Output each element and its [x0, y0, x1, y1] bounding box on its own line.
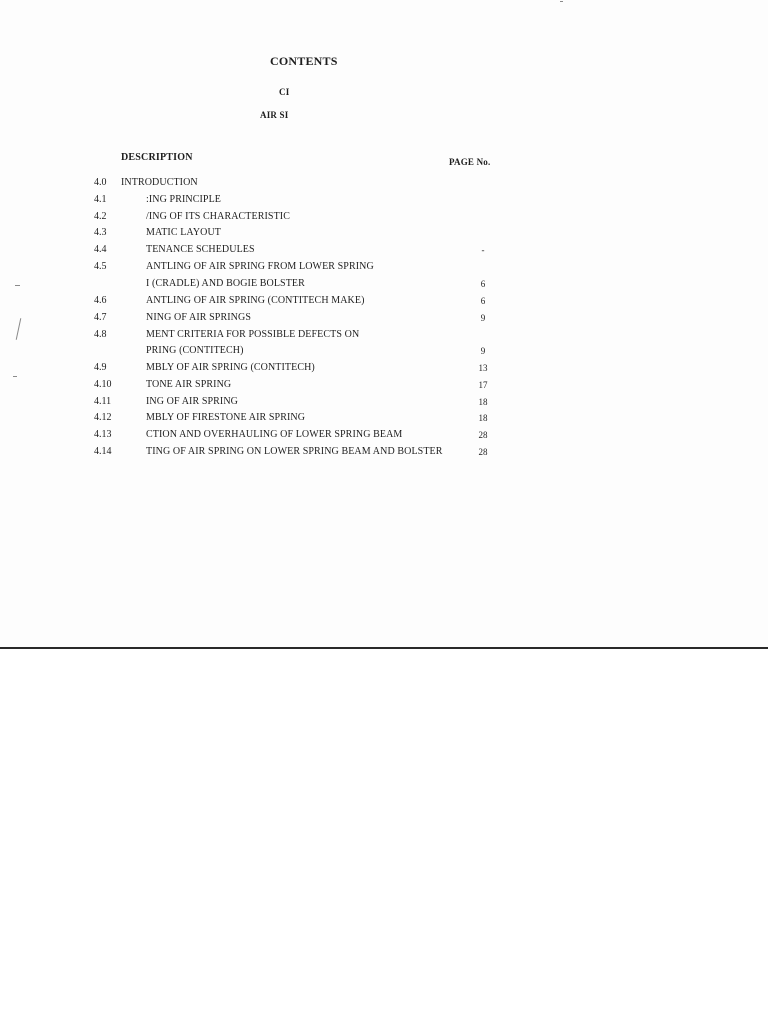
toc-entry — [0, 176, 768, 190]
toc-entry-title: ING OF AIR SPRING — [146, 396, 238, 407]
toc-entry-number: 4.7 — [94, 312, 107, 323]
toc-entry-number: 4.3 — [94, 227, 107, 238]
toc-entry — [0, 260, 768, 274]
toc-entry — [0, 226, 768, 240]
toc-entry-title: INTRODUCTION — [121, 177, 198, 188]
toc-entry-page: 6 — [480, 279, 486, 289]
chapter-subject: AIR SI — [260, 110, 289, 120]
toc-entry — [0, 361, 768, 375]
toc-entry-page: 9 — [480, 346, 486, 356]
toc-entry-number: 4.8 — [94, 329, 107, 340]
toc-entry-number: 4.12 — [94, 412, 112, 423]
toc-entry — [0, 193, 768, 207]
toc-entry — [0, 428, 768, 442]
toc-entry — [0, 344, 768, 358]
toc-entry-title: MATIC LAYOUT — [146, 227, 221, 238]
scan-margin-mark — [13, 376, 17, 377]
toc-entry-page: 28 — [478, 430, 488, 440]
toc-entry-title: MBLY OF FIRESTONE AIR SPRING — [146, 412, 306, 423]
toc-entry — [0, 243, 768, 257]
toc-entry-title: NING OF AIR SPRINGS — [146, 312, 251, 323]
description-column-header: DESCRIPTION — [121, 152, 193, 163]
toc-entry-title: ANTLING OF AIR SPRING (CONTITECH MAKE) — [146, 295, 365, 306]
toc-entry-number: 4.2 — [94, 211, 107, 222]
toc-entry-title: MBLY OF AIR SPRING (CONTITECH) — [146, 362, 315, 373]
toc-entry — [0, 411, 768, 425]
toc-entry — [0, 328, 768, 342]
toc-entry-number: 4.10 — [94, 379, 112, 390]
toc-entry-title: MENT CRITERIA FOR POSSIBLE DEFECTS ON — [146, 329, 360, 340]
toc-entry — [0, 294, 768, 308]
toc-entry — [0, 210, 768, 224]
toc-entry-page: 6 — [480, 296, 486, 306]
contents-title: CONTENTS — [270, 54, 338, 68]
toc-entry-number: 4.5 — [94, 261, 107, 272]
toc-entry-title: I (CRADLE) AND BOGIE BOLSTER — [146, 278, 305, 289]
scan-margin-mark — [560, 1, 563, 2]
toc-entry-title: TING OF AIR SPRING ON LOWER SPRING BEAM AND BOLSTER — [146, 446, 443, 457]
chapter-label: CI — [279, 87, 290, 97]
toc-entry-page: 13 — [478, 363, 488, 373]
toc-entry — [0, 445, 768, 459]
toc-entry-page: 18 — [478, 413, 488, 423]
scan-margin-mark — [15, 285, 20, 286]
toc-entry — [0, 311, 768, 325]
toc-entry-number: 4.11 — [94, 396, 112, 407]
toc-entry — [0, 395, 768, 409]
scan-bottom-edge — [0, 647, 768, 649]
toc-entry-page: 28 — [478, 447, 488, 457]
toc-entry-title: :ING PRINCIPLE — [146, 194, 222, 205]
toc-entry-number: 4.1 — [94, 194, 107, 205]
toc-entry — [0, 277, 768, 291]
toc-entry-title: PRING (CONTITECH) — [146, 345, 244, 356]
toc-entry — [0, 378, 768, 392]
toc-entry-title: ANTLING OF AIR SPRING FROM LOWER SPRING — [146, 261, 374, 272]
toc-entry-title: CTION AND OVERHAULING OF LOWER SPRING BEAM — [146, 429, 403, 440]
toc-entry-page: - — [481, 245, 485, 255]
toc-entry-number: 4.6 — [94, 295, 107, 306]
toc-entry-number: 4.9 — [94, 362, 107, 373]
page-number-column-header: PAGE No. — [449, 157, 491, 167]
toc-entry-number: 4.4 — [94, 244, 107, 255]
toc-entry-title: /ING OF ITS CHARACTERISTIC — [146, 211, 290, 222]
toc-entry-number: 4.14 — [94, 446, 112, 457]
toc-entry-page: 9 — [480, 313, 486, 323]
toc-entry-number: 4.13 — [94, 429, 112, 440]
toc-entry-page: 17 — [478, 380, 488, 390]
toc-entry-number: 4.0 — [94, 177, 107, 188]
toc-entry-page: 18 — [478, 397, 488, 407]
toc-entry-title: TONE AIR SPRING — [146, 379, 232, 390]
toc-entry-title: TENANCE SCHEDULES — [146, 244, 255, 255]
